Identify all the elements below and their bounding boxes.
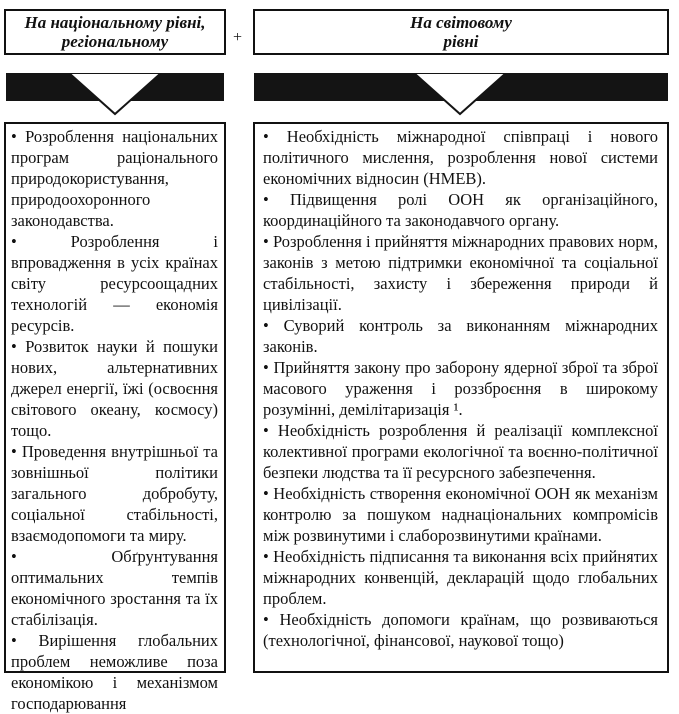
global-measures-list <box>263 126 658 651</box>
plus-sign: + <box>233 29 243 46</box>
global-level-header <box>253 9 669 55</box>
list-item: • Розроблення і впровадження в усіх країнах світу ресурсоощадних технологій — економія ресурсів. <box>11 232 218 335</box>
list-item: • Необхідність допомоги країнам, що розвиваються (технологічної, фінансової, наукової тощо) <box>263 610 658 650</box>
list-item: • Проведення внутрішньої та зовнішньої політики загального добробуту, соціальної стабільності, взаємодопомоги та миру. <box>11 442 218 545</box>
left-arrow-down-icon <box>6 73 224 117</box>
national-measures-box <box>4 122 226 713</box>
list-item: • Необхідність створення економічної ООН як механізм контролю за пошуком наднаціональних компромісів між розвинутими і слаборозвинутими країнами. <box>263 484 658 545</box>
national-level-header-line-2: регіональному <box>61 32 169 51</box>
list-item: • Необхідність розроблення й реалізації комплексної колективної програми екологічної та воєнно-політичної безпеки людства та її ресурсного забезпечення. <box>263 421 658 482</box>
right-down-arrow <box>254 73 668 117</box>
national-measures-list <box>11 126 218 714</box>
right-arrow-down-icon <box>254 73 668 117</box>
national-level-header <box>4 9 226 55</box>
global-level-header-line-2: рівні <box>443 32 479 51</box>
list-item: • Вирішення глобальних проблем неможливе поза економікою і механізмом господарювання <box>11 631 218 713</box>
list-item: • Розвиток науки й пошуки нових, альтернативних джерел енергії, їжі (освоєння світового океану, космосу) тощо. <box>11 337 218 440</box>
global-level-header-line-1: На світовому <box>410 13 512 32</box>
list-item: • Розроблення національних програм раціонального природокористування, природоохоронного законодавства. <box>11 127 218 230</box>
list-item: • Прийняття закону про заборону ядерної зброї та зброї масового ураження і роззброєння в широкому розумінні, демілітаризація ¹. <box>263 358 658 419</box>
national-level-header-line-1: На національному рівні, <box>24 13 206 32</box>
global-measures-box <box>253 122 669 673</box>
left-down-arrow <box>6 73 224 117</box>
list-item: • Розроблення і прийняття міжнародних правових норм, законів з метою підтримки економічної та соціальної стабільності, захисту і збереження природи й цивілізації. <box>263 232 658 314</box>
list-item: • Суворий контроль за виконанням міжнародних законів. <box>263 316 658 356</box>
list-item: • Необхідність підписання та виконання всіх прийнятих міжнародних конвенцій, декларацій щодо глобальних проблем. <box>263 547 658 608</box>
list-item: • Обґрунтування оптимальних темпів економічного зростання та їх стабілізація. <box>11 547 218 629</box>
list-item: • Підвищення ролі ООН як організаційного, координаційного та законодавчого органу. <box>263 190 658 230</box>
list-item: • Необхідність міжнародної співпраці і нового політичного мислення, розроблення нової системи економічних відносин (НМЕВ). <box>263 127 658 188</box>
